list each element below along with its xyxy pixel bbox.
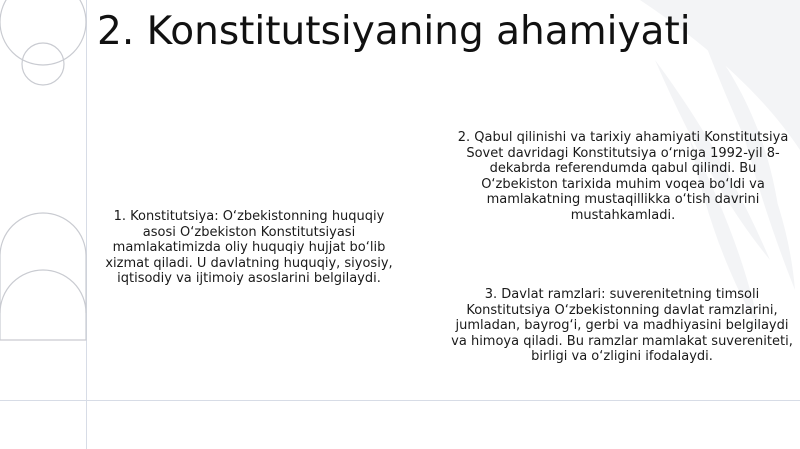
text-block-state-symbols: 3. Davlat ramzlari: suverenitetning timsoli Konstitutsiya O‘zbekistonning davlat ramzlarini, jumladan, bayrog‘i, gerbi va madhiyasini belgilaydi va himoya qiladi. Bu ramzlar mamlakat suvereniteti, birligi va o‘zligini ifodalaydi. xyxy=(451,287,793,365)
decorative-arch-2 xyxy=(0,270,86,313)
text-block-constitution-basis: 1. Konstitutsiya: O‘zbekistonning huquqiy asosi O‘zbekiston Konstitutsiyasi mamlakatimizda oliy huquqiy hujjat bo‘lib xizmat qiladi. U davlatning huquqiy, siyosiy, iqtisodiy va ijtimoiy asoslarini belgilaydi. xyxy=(105,209,393,287)
page-title: 2. Konstitutsiyaning ahamiyati xyxy=(97,9,691,54)
decorative-circle-small xyxy=(22,43,64,85)
text-block-adoption-history: 2. Qabul qilinishi va tarixiy ahamiyati Konstitutsiya Sovet davridagi Konstitutsiya o‘rniga 1992-yil 8-dekabrda referendumda qabul qilindi. Bu O‘zbekiston tarixida muhim voqea bo‘ldi va mamlakatning mustaqillikka o‘tish davrini mustahkamladi. xyxy=(457,130,789,223)
decorative-arch-1 xyxy=(0,213,86,340)
decorative-circle-large xyxy=(0,0,86,65)
